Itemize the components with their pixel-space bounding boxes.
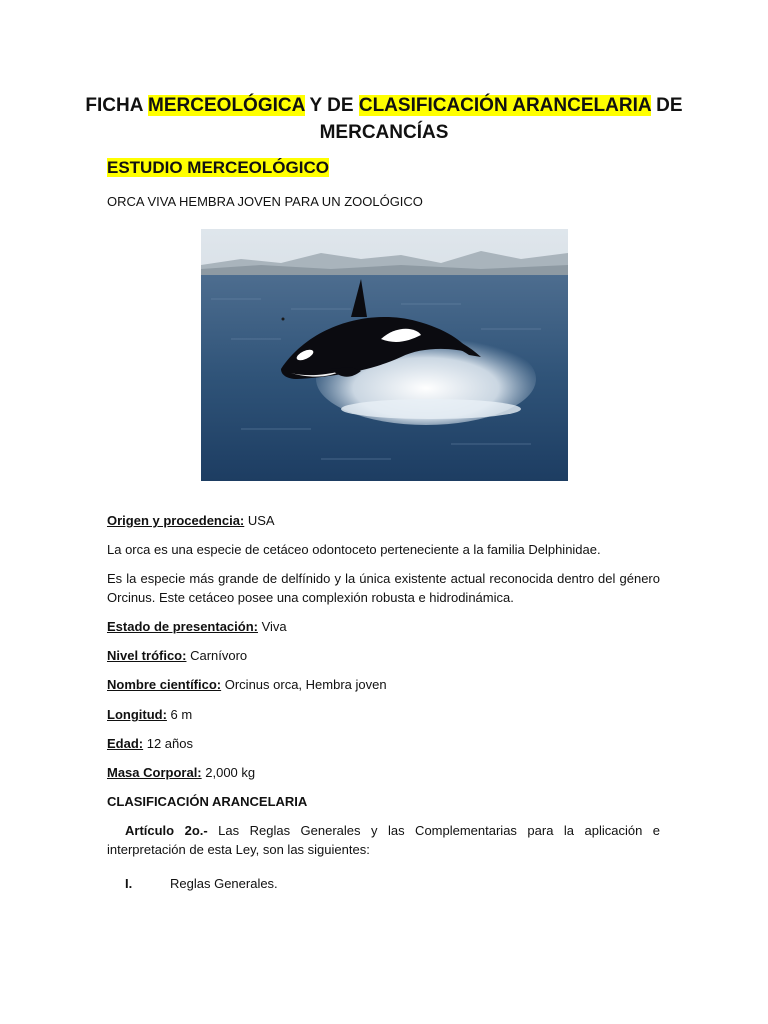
age-label: Edad: <box>107 736 144 751</box>
presentation-field <box>107 617 660 636</box>
article-paragraph <box>107 821 660 859</box>
article-text: Las Reglas Generales y las Complementarias para la aplicación e interpretación de esta Ley, son las siguientes: <box>107 823 660 857</box>
tariff-heading: CLASIFICACIÓN ARANCELARIA <box>107 794 308 809</box>
title-text: FICHA <box>85 95 149 116</box>
age-value: 12 años <box>143 736 193 751</box>
presentation-value: Viva <box>257 619 287 634</box>
orca-jumping-icon <box>201 229 568 481</box>
scientific-name-value: Orcinus orca, Hembra joven <box>221 677 387 692</box>
length-label: Longitud: <box>107 707 167 722</box>
description-paragraph-2: Es la especie más grande de delfínido y la única existente actual reconocida dentro del género Orcinus. Este cetáceo posee una complexión robusta e hidrodinámica. <box>107 571 660 605</box>
scientific-name-label: Nombre científico: <box>107 677 222 692</box>
length-value: 6 m <box>166 707 193 722</box>
orca-photo <box>201 229 568 481</box>
trophic-value: Carnívoro <box>186 648 248 663</box>
trophic-label: Nivel trófico: <box>107 648 187 663</box>
list-item-reglas-generales <box>125 874 678 893</box>
mass-value: 2,000 kg <box>201 765 256 780</box>
mass-label: Masa Corporal: <box>107 765 202 780</box>
list-numeral: I. <box>125 876 133 891</box>
length-field <box>107 705 660 724</box>
title-text: Y DE <box>304 95 359 116</box>
origin-field <box>107 511 660 530</box>
presentation-label: Estado de presentación: <box>107 619 258 634</box>
list-item-text: Reglas Generales. <box>170 876 278 891</box>
scientific-name-field <box>107 675 660 694</box>
article-label: Artículo 2o.- <box>125 823 208 838</box>
origin-value: USA <box>244 513 275 528</box>
document-title <box>80 92 688 146</box>
trophic-field <box>107 646 660 665</box>
study-heading: ESTUDIO MERCEOLÓGICO <box>107 158 329 177</box>
description-paragraph-1: La orca es una especie de cetáceo odontoceto perteneciente a la familia Delphinidae. <box>107 542 601 557</box>
title-text: DE MERCANCÍAS <box>319 95 683 143</box>
product-line: ORCA VIVA HEMBRA JOVEN PARA UN ZOOLÓGICO <box>107 194 423 209</box>
origin-label: Origen y procedencia: <box>107 513 245 528</box>
title-highlight-clasificacion: CLASIFICACIÓN ARANCELARIA <box>358 95 651 116</box>
age-field <box>107 734 660 753</box>
mass-field <box>107 763 660 782</box>
title-highlight-merceologica: MERCEOLÓGICA <box>148 95 305 116</box>
